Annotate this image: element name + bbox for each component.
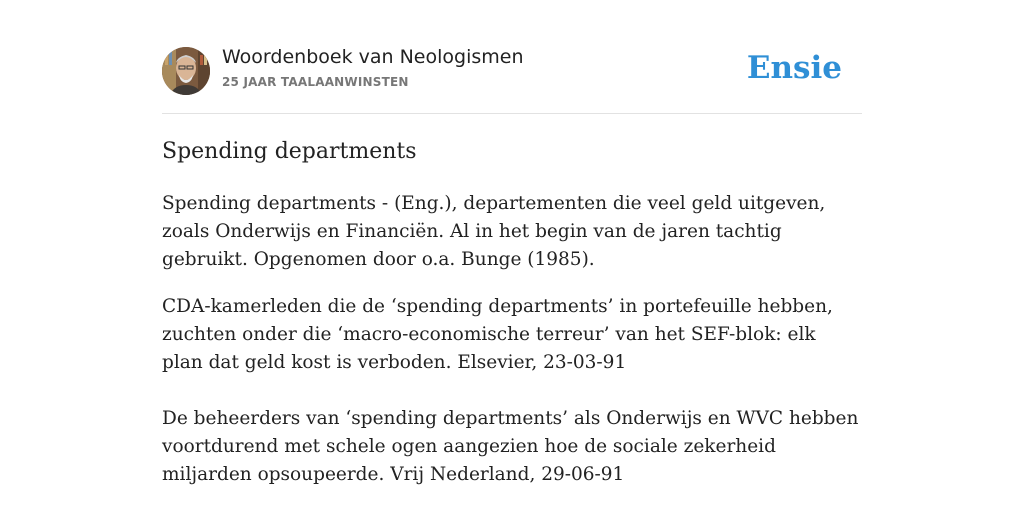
entry-definition: Spending departments - (Eng.), departementen die veel geld uitgeven, zoals Onderwijs en Financiën. Al in het begin van de jaren tachtig gebruikt. Opgenomen door o.a. Bunge (1985).	[162, 193, 826, 270]
site-title[interactable]: Woordenboek van Neologismen	[222, 46, 524, 68]
entry-quote-vrij-nederland: De beheerders van ‘spending departments’ als Onderwijs en WVC hebben voortdurend met schele ogen aangezien hoe de sociale zekerheid miljarden opsoupeerde. Vrij Nederland, 29-06-91	[162, 408, 859, 485]
site-subtitle: 25 JAAR TAALAANWINSTEN	[222, 75, 409, 89]
author-avatar-icon[interactable]	[162, 47, 210, 95]
header	[162, 46, 862, 96]
entry-quote-elsevier: CDA-kamerleden die de ‘spending departments’ in portefeuille hebben, zuchten onder die ‘macro-economische terreur’ van het SEF-blok: elk plan dat geld kost is verboden. Elsevier, 23-03-91	[162, 296, 833, 373]
entry-title: Spending departments	[162, 139, 417, 164]
header-divider	[162, 113, 862, 114]
ensie-logo[interactable]: Ensie	[746, 50, 842, 86]
